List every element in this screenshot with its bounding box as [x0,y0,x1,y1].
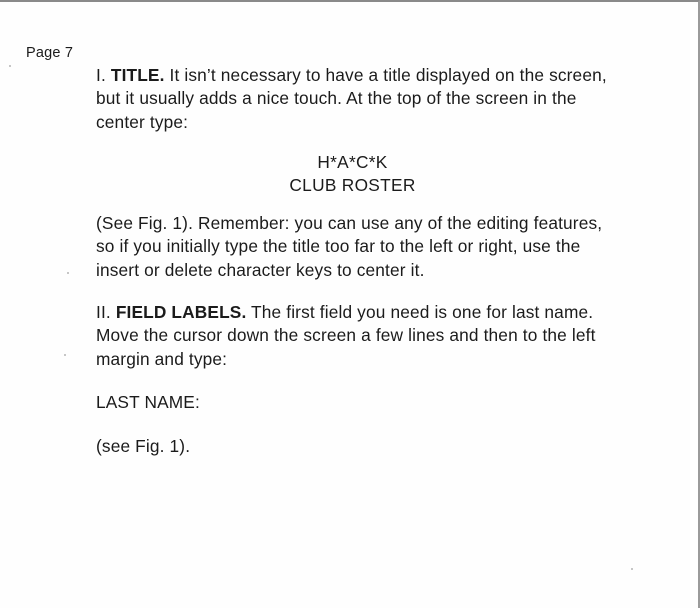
paper-speck [67,272,69,274]
page-number: Page 7 [26,45,74,61]
centered-title-example [200,151,505,198]
paragraph-line: center type: [96,111,189,132]
paragraph-line: insert or delete character keys to center it. [96,259,425,280]
paragraph-line: (See Fig. 1). Remember: you can use any of the editing features, [96,213,603,233]
example-title-line: H*A*C*K [317,152,388,172]
paragraph-text: It isn’t necessary to have a title displayed on the screen, [164,65,607,85]
paragraph-line [96,64,616,87]
section-number: I. [96,65,111,85]
title-section-paragraph [96,64,616,134]
paragraph-text: The first field you need is one for last name. [246,302,594,322]
paper-speck [64,354,66,356]
figure-reference: (see Fig. 1). [96,436,191,456]
example-subtitle-line: CLUB ROSTER [289,175,416,196]
paragraph-line [96,301,616,324]
field-label-example: LAST NAME: [96,392,200,412]
paragraph-line: but it usually adds a nice touch. At the top of the screen in the [96,88,577,109]
field-labels-section-paragraph [96,301,616,371]
paragraph-line: margin and type: [96,348,228,369]
paragraph-line: Move the cursor down the screen a few lines and then to the left [96,325,596,346]
paper-speck [631,568,633,570]
editing-tip-paragraph [96,212,616,282]
paper-speck [9,65,11,67]
section-number: II. [96,302,116,322]
paragraph-line: so if you initially type the title too far to the left or right, use the [96,236,581,257]
section-heading-field-labels: FIELD LABELS. [115,302,247,322]
section-heading-title: TITLE. [110,65,165,85]
